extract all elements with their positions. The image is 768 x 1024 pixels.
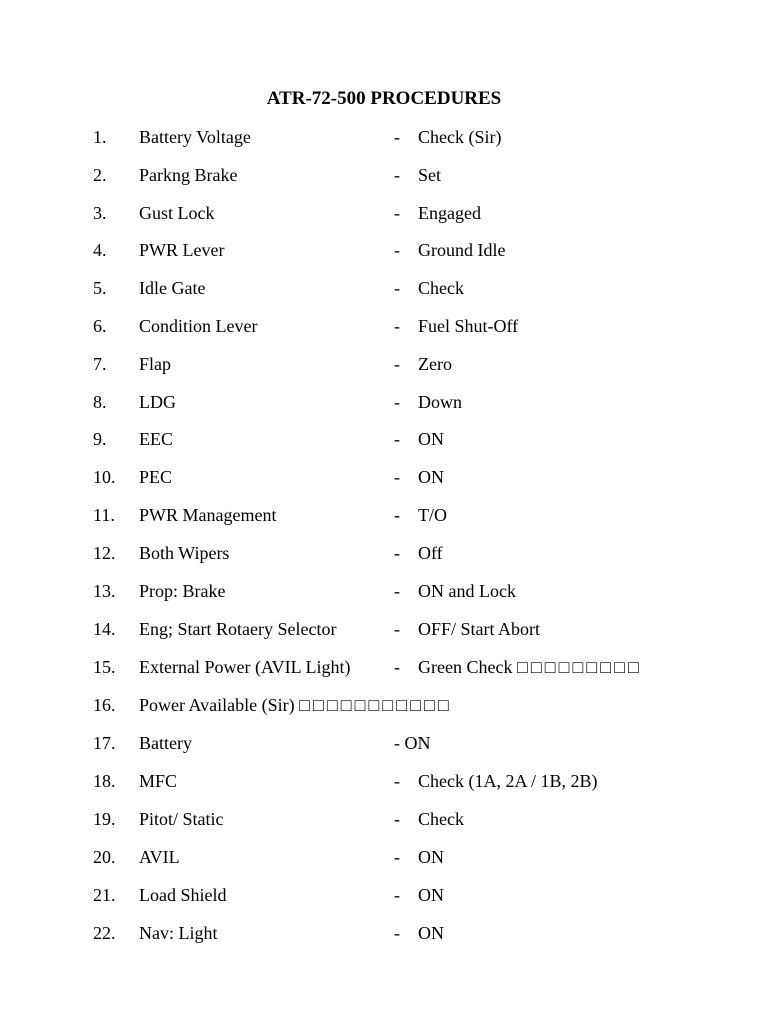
procedure-item [0,541,768,565]
item-number: 7. [93,354,107,374]
item-label: External Power (AVIL Light) [139,657,351,677]
item-value-group [418,655,642,679]
item-value: Check [418,278,464,298]
item-label: Battery Voltage [139,127,251,147]
item-value: Ground Idle [418,240,506,260]
item-number: 14. [93,619,116,639]
item-dash: - [394,809,400,829]
item-label-group [139,693,452,717]
item-number: 18. [93,771,116,791]
item-dash: - [394,923,400,943]
item-value: Green Check [418,657,513,677]
item-label: Condition Lever [139,316,258,336]
procedure-item [0,617,768,641]
procedure-item [0,314,768,338]
item-dash: - [394,657,400,677]
procedure-item [0,163,768,187]
item-label: Load Shield [139,885,227,905]
procedure-item [0,427,768,451]
item-dash: - [394,354,400,374]
item-value: Check (1A, 2A / 1B, 2B) [418,771,598,791]
item-label: Parkng Brake [139,165,238,185]
item-value: Down [418,392,462,412]
item-label: EEC [139,429,173,449]
item-dash: - [394,543,400,563]
item-number: 5. [93,278,107,298]
item-value: OFF/ Start Abort [418,619,541,639]
procedure-item [0,352,768,376]
item-value: Check (Sir) [418,127,502,147]
item-label: PWR Lever [139,240,225,260]
item-label: Power Available (Sir) [139,695,295,715]
item-number: 6. [93,316,107,336]
procedure-item [0,276,768,300]
item-dash: - [394,429,400,449]
item-dash: - [394,278,400,298]
procedure-item [0,807,768,831]
item-dash: - [394,240,400,260]
procedure-item [0,579,768,603]
procedure-item [0,845,768,869]
item-label: PWR Management [139,505,277,525]
procedure-item [0,503,768,527]
item-value: T/O [418,505,447,525]
item-label: Idle Gate [139,278,206,298]
item-number: 19. [93,809,116,829]
item-number: 13. [93,581,116,601]
item-label: Battery [139,733,192,753]
item-dash: - [394,619,400,639]
procedure-item [0,769,768,793]
item-value: Off [418,543,443,563]
page-title: ATR-72-500 PROCEDURES [266,88,502,109]
procedure-item [0,883,768,907]
item-dash: - [394,885,400,905]
item-dash: - [394,127,400,147]
item-number: 21. [93,885,116,905]
item-number: 8. [93,392,107,412]
item-value: Fuel Shut-Off [418,316,519,336]
item-dash: - [394,316,400,336]
item-label: Prop: Brake [139,581,226,601]
item-number: 15. [93,657,116,677]
procedure-item [0,125,768,149]
item-value: ON and Lock [418,581,516,601]
item-label: Both Wipers [139,543,230,563]
item-dash: - [394,505,400,525]
item-label: Pitot/ Static [139,809,224,829]
item-number: 17. [93,733,116,753]
item-number: 10. [93,467,116,487]
procedure-item [0,201,768,225]
item-dash: - [394,467,400,487]
item-label: Flap [139,354,172,374]
item-label: LDG [139,392,176,412]
item-label: PEC [139,467,173,487]
procedure-item [0,921,768,945]
item-dash: - [394,203,400,223]
item-dash: - [394,847,400,867]
item-dash: - [394,392,400,412]
procedure-item [0,238,768,262]
procedure-item [0,655,768,679]
item-value: ON [418,467,444,487]
item-value: ON [418,923,444,943]
item-number: 22. [93,923,116,943]
item-number: 1. [93,127,107,147]
item-value: Zero [418,354,452,374]
item-dash: - [394,771,400,791]
item-number: 3. [93,203,107,223]
item-label: Nav: Light [139,923,218,943]
item-value: ON [418,885,444,905]
item-dash: - [394,581,400,601]
item-value: - ON [394,733,431,753]
item-number: 16. [93,695,116,715]
item-label: MFC [139,771,178,791]
item-label: AVIL [139,847,180,867]
missing-glyph-boxes: □□□□□□□□□ [516,657,642,677]
item-number: 12. [93,543,116,563]
missing-glyph-boxes: □□□□□□□□□□□ [299,695,452,715]
item-number: 2. [93,165,107,185]
procedure-item [0,390,768,414]
item-dash: - [394,165,400,185]
item-value: Engaged [418,203,481,223]
item-value: Set [418,165,442,185]
item-label: Eng; Start Rotaery Selector [139,619,337,639]
item-number: 11. [93,505,115,525]
procedure-item [0,731,768,755]
procedure-item [0,465,768,489]
item-value: ON [418,847,444,867]
item-number: 9. [93,429,107,449]
item-number: 20. [93,847,116,867]
procedure-item [0,693,768,717]
item-value: ON [418,429,444,449]
item-number: 4. [93,240,107,260]
item-value: Check [418,809,464,829]
item-label: Gust Lock [139,203,215,223]
